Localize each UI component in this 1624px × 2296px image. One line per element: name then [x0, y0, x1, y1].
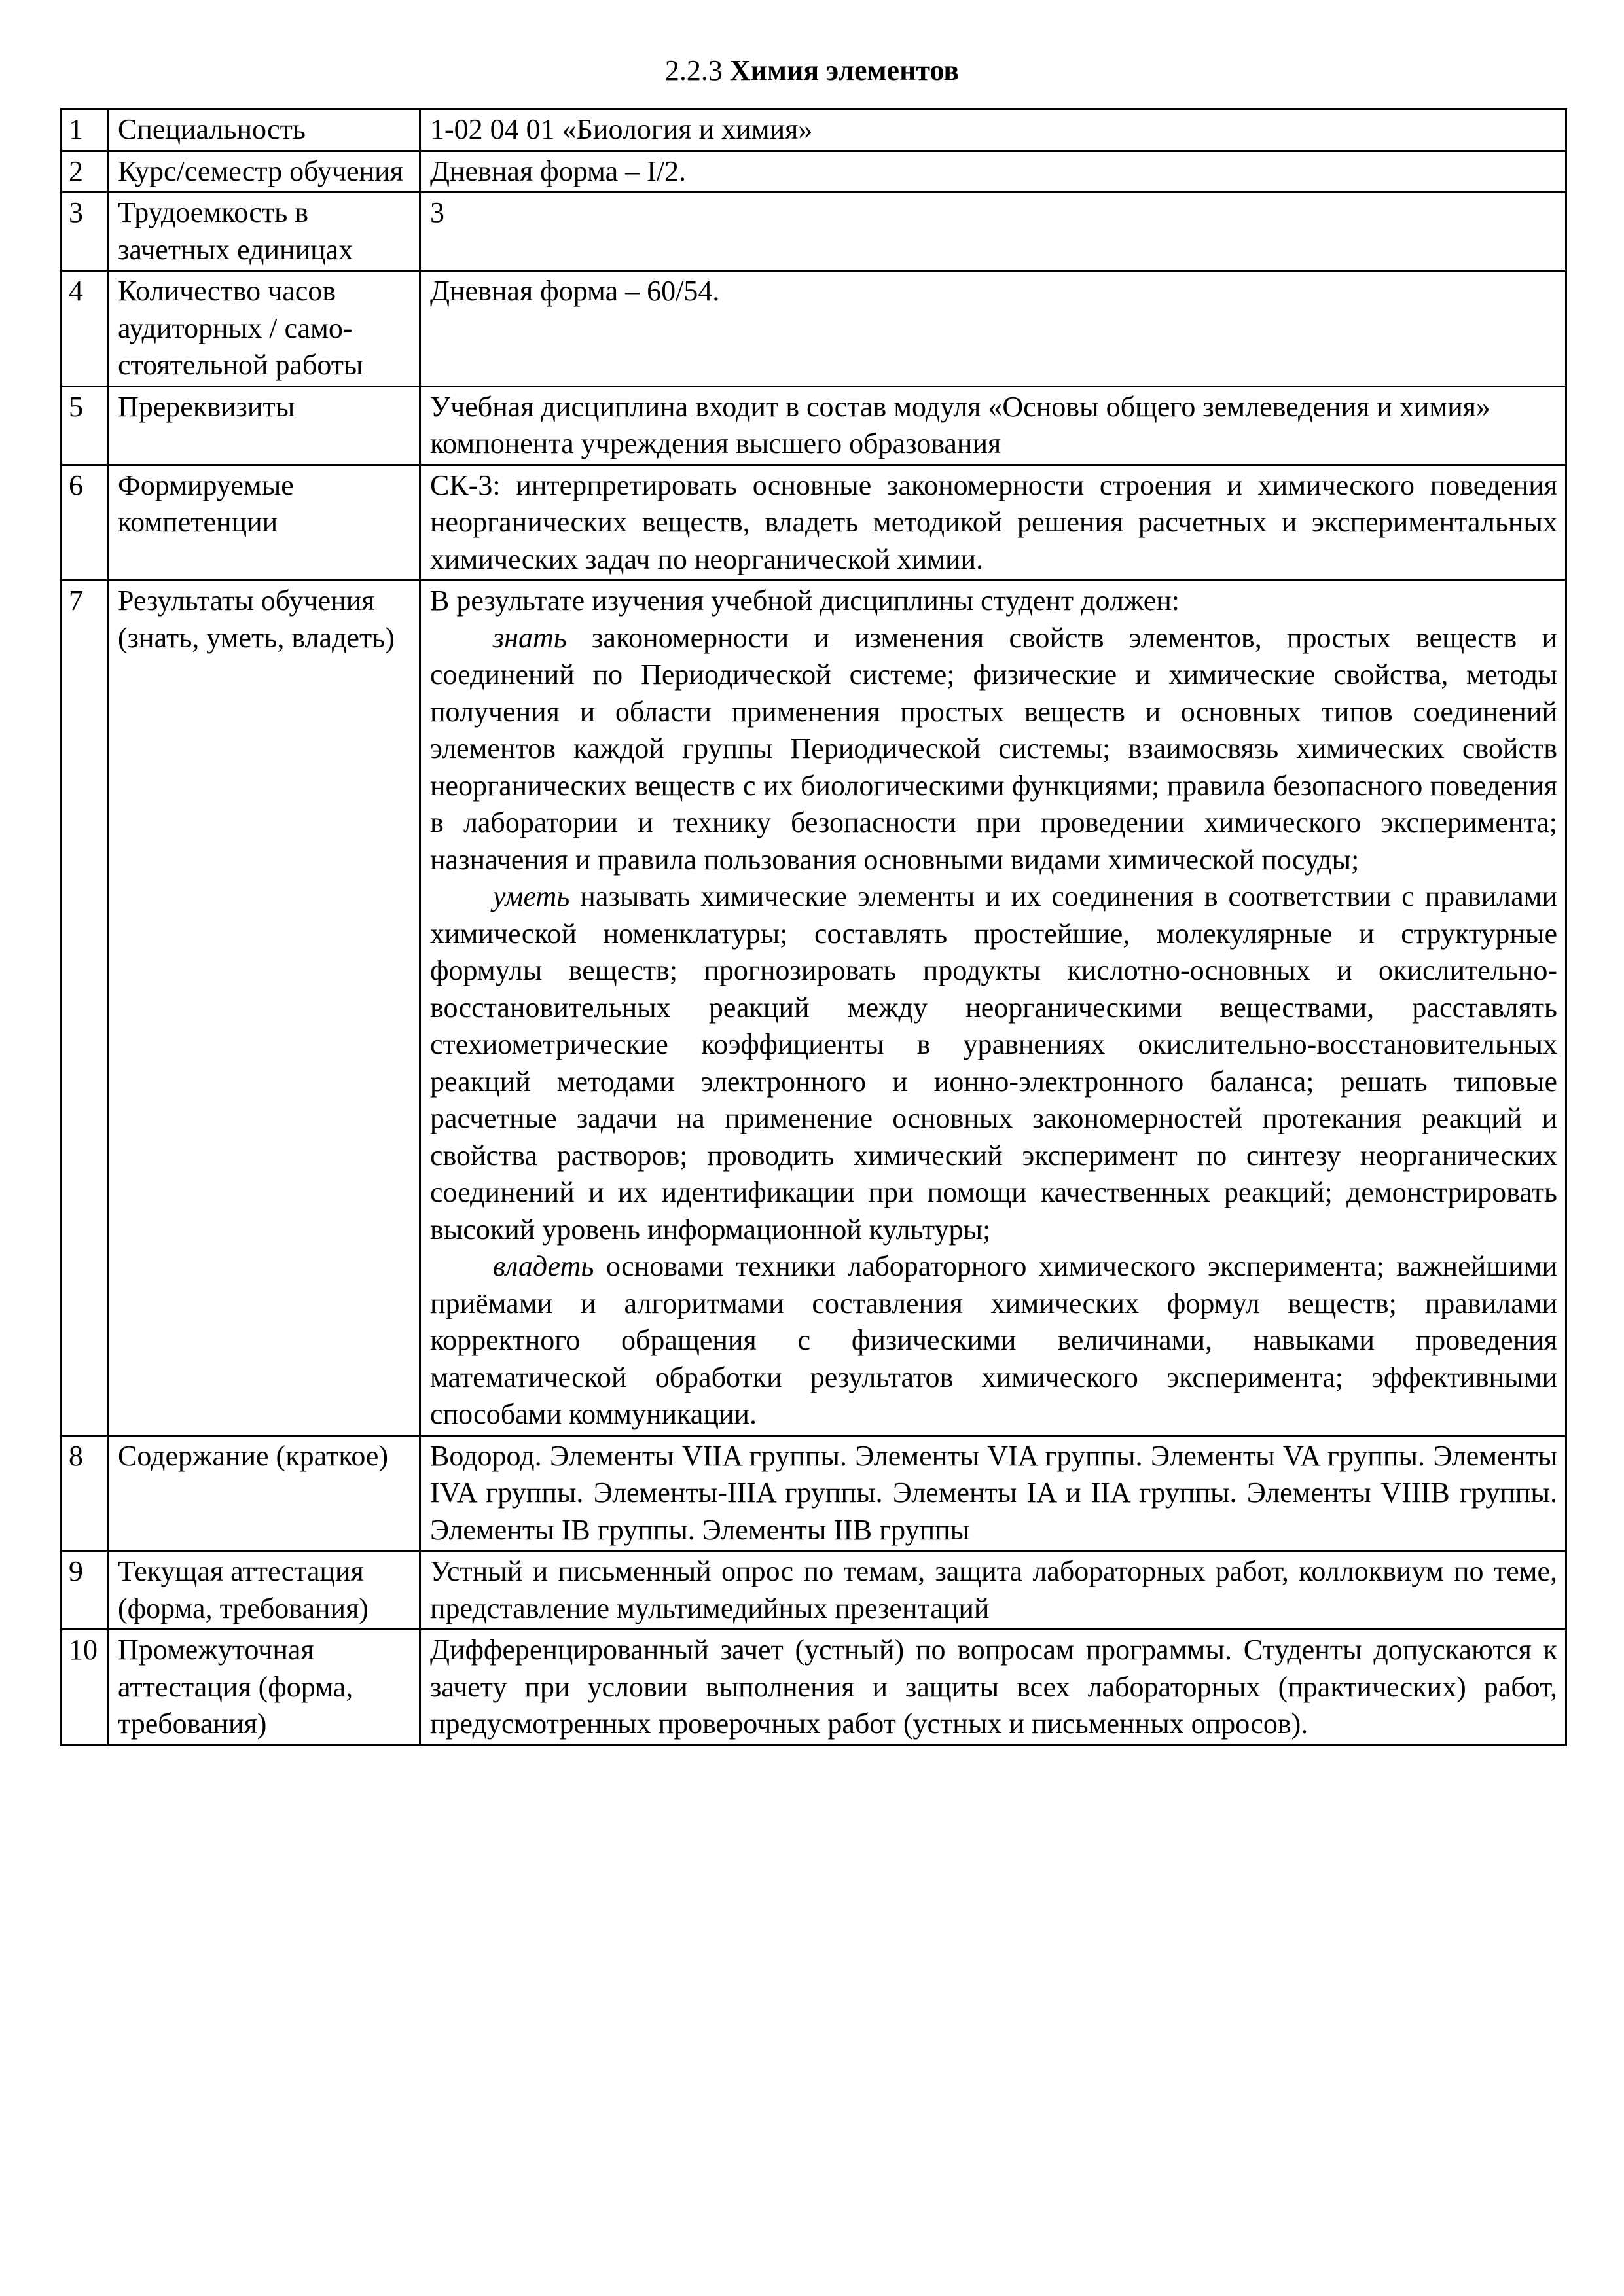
own-paragraph [430, 1248, 1557, 1433]
table-row [62, 581, 1566, 1436]
row-value: Водород. Элементы VIIA группы. Элементы VIA группы. Элементы VA группы. Элементы IVA группы. Элементы-IIIA группы. Элементы IA и IIA группы. Элементы VIIIB группы. Элементы IB группы. Элементы IIB группы [420, 1435, 1566, 1551]
course-description-table [60, 108, 1567, 1746]
row-label: Количество часов аудиторных / само-стоятельной работы [108, 271, 420, 387]
row-label: Формируемые компетенции [108, 465, 420, 581]
page-title [0, 51, 1624, 90]
row-label: Содержание (краткое) [108, 1435, 420, 1551]
row-label: Результаты обучения (знать, уметь, владеть) [108, 581, 420, 1436]
section-name: Химия элементов [729, 54, 960, 86]
row-value: СК-3: интерпретировать основные закономерности строения и химического поведения неорганических веществ, владеть методикой решения расчетных и экспериментальных химических задач по неорганической химии. [420, 465, 1566, 581]
table-row [62, 192, 1566, 271]
know-text: закономерности и изменения свойств элементов, простых веществ и соединений по Периодической системе; физические и химические свойства, методы получения и области применения простых веществ и основных типов соединений элементов каждой группы Периодической системы; взаимосвязь химических свойств неорганических веществ с их биологическими функциями; правила безопасного поведения в лаборатории и технику безопасности при проведении химического эксперимента; назначения и правила пользования основными видами химической посуды; [430, 621, 1557, 876]
own-term: владеть [493, 1250, 594, 1282]
row-number: 9 [62, 1551, 108, 1630]
table-row [62, 109, 1566, 151]
row-value: 1-02 04 01 «Биология и химия» [420, 109, 1566, 151]
table-row [62, 1435, 1566, 1551]
row-value: Дневная форма – 60/54. [420, 271, 1566, 387]
row-label: Специальность [108, 109, 420, 151]
row-label: Курс/семестр обучения [108, 151, 420, 192]
table-row [62, 1551, 1566, 1630]
can-text: называть химические элементы и их соединения в соответствии с правилами химической номенклатуры; составлять простейшие, молекулярные и структурные формулы веществ; прогнозировать продукты кислотно-основных и окислительно-восстановительных реакций между неорганическими веществами, расставлять стехиометрические коэффициенты в уравнениях окислительно-восстановительных реакций методами электронного и ионно-электронного баланса; решать типовые расчетные задачи на применение основных закономерностей протекания реакций и свойства растворов; проводить химический эксперимент по синтезу неорганических соединений и их идентификации при помощи качественных реакций; демонстрировать высокий уровень информационной культуры; [430, 880, 1557, 1246]
table-row [62, 386, 1566, 465]
row-number: 10 [62, 1630, 108, 1746]
row-value: Учебная дисциплина входит в состав модуля «Основы общего землеведения и химия» компонента учреждения высшего образования [420, 386, 1566, 465]
learning-outcomes [420, 581, 1566, 1436]
row-label: Промежуточная аттестация (форма, требования) [108, 1630, 420, 1746]
table-row [62, 1630, 1566, 1746]
row-number: 3 [62, 192, 108, 271]
row-label: Текущая аттестация (форма, требования) [108, 1551, 420, 1630]
know-paragraph [430, 620, 1557, 879]
row-number: 2 [62, 151, 108, 192]
row-label: Трудоемкость в зачетных единицах [108, 192, 420, 271]
table-row [62, 271, 1566, 387]
row-number: 8 [62, 1435, 108, 1551]
row-value: Дифференцированный зачет (устный) по вопросам программы. Студенты допускаются к зачету при условии выполнения и защиты всех лабораторных (практических) работ, предусмотренных проверочных работ (устных и письменных опросов). [420, 1630, 1566, 1746]
row-number: 7 [62, 581, 108, 1436]
own-text: основами техники лабораторного химического эксперимента; важнейшими приёмами и алгоритмами составления химических формул веществ; правилами корректного обращения с физическими величинами, навыками проведения математической обработки результатов химического эксперимента; эффективными способами коммуникации. [430, 1250, 1557, 1430]
row-value: Дневная форма – I/2. [420, 151, 1566, 192]
know-term: знать [493, 621, 567, 654]
row-value: Устный и письменный опрос по темам, защита лабораторных работ, коллоквиум по теме, представление мультимедийных презентаций [420, 1551, 1566, 1630]
row-number: 1 [62, 109, 108, 151]
row-number: 6 [62, 465, 108, 581]
can-paragraph [430, 878, 1557, 1248]
learning-outcomes-intro: В результате изучения учебной дисциплины студент должен: [430, 584, 1180, 617]
row-value: 3 [420, 192, 1566, 271]
row-number: 4 [62, 271, 108, 387]
row-label: Пререквизиты [108, 386, 420, 465]
can-term: уметь [493, 880, 570, 912]
table-row [62, 465, 1566, 581]
table-row [62, 151, 1566, 192]
row-number: 5 [62, 386, 108, 465]
section-number: 2.2.3 [664, 54, 723, 86]
